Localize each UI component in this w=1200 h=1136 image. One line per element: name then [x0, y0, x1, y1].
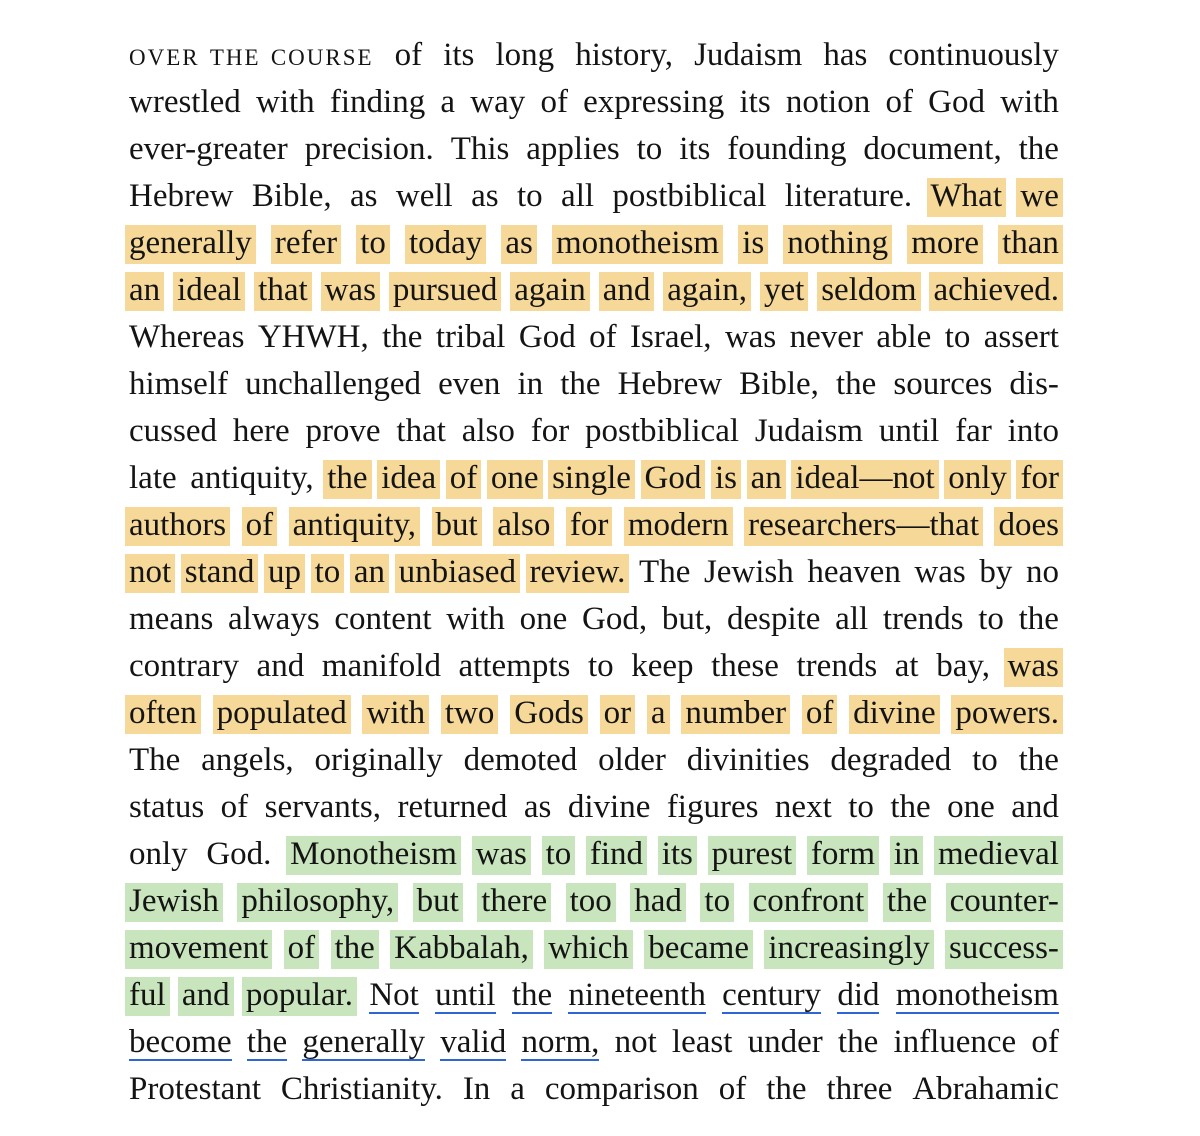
word: Christianity.	[280, 1071, 443, 1107]
word: trends	[882, 601, 964, 637]
word: the	[335, 925, 375, 972]
word: as	[349, 178, 378, 214]
text-line	[129, 784, 1059, 831]
word: Whereas	[129, 319, 245, 355]
word: to	[516, 178, 543, 214]
word: of	[806, 690, 834, 737]
word: its	[679, 131, 711, 167]
word: with	[256, 84, 315, 120]
word: nineteenth	[568, 977, 706, 1013]
word: of	[589, 319, 617, 355]
word: these	[711, 648, 779, 684]
word: history,	[575, 37, 674, 73]
word: expressing	[583, 84, 725, 120]
word: despite	[726, 601, 821, 637]
word: norm,	[521, 1024, 600, 1060]
word: founding	[727, 131, 847, 167]
word: became	[648, 925, 749, 972]
word: divinities	[686, 742, 810, 778]
word: three	[826, 1071, 893, 1107]
word: The	[129, 742, 181, 778]
word: the	[511, 977, 553, 1013]
word: there	[481, 878, 547, 925]
word: postbiblical	[612, 178, 767, 214]
word: also	[497, 502, 550, 549]
word: modern	[628, 502, 729, 549]
word: to	[360, 220, 386, 267]
word: of	[246, 502, 274, 549]
word: the	[382, 319, 423, 355]
word: and	[256, 648, 305, 684]
word: least	[671, 1024, 733, 1060]
word: to	[848, 789, 874, 825]
word: more	[911, 220, 979, 267]
word: manifold	[321, 648, 441, 684]
word: notion	[785, 84, 871, 120]
word: the	[835, 366, 877, 402]
word: the	[327, 455, 367, 502]
word: up	[268, 549, 301, 596]
word: The	[639, 554, 691, 590]
word: as	[523, 789, 552, 825]
word: of	[885, 84, 913, 120]
word: as	[505, 220, 533, 267]
word: comparison	[544, 1071, 699, 1107]
word: way	[470, 84, 526, 120]
word: older	[598, 742, 666, 778]
word: God.	[206, 836, 272, 872]
word: with	[366, 690, 425, 737]
word: of	[1031, 1024, 1059, 1060]
word: This	[450, 131, 510, 167]
word: to	[315, 549, 341, 596]
word: content	[334, 601, 432, 637]
word: and	[1011, 789, 1059, 825]
word: success-	[949, 925, 1059, 972]
text-line	[129, 643, 1059, 690]
word: servants,	[264, 789, 381, 825]
text-line	[129, 549, 1059, 596]
word: assert	[983, 319, 1059, 355]
word: God,	[582, 601, 648, 637]
book-page	[129, 32, 1059, 1113]
word: ever-greater	[129, 131, 288, 167]
word: often	[129, 690, 197, 737]
word: review.	[530, 549, 626, 596]
text-line	[129, 173, 1059, 220]
word: the	[890, 789, 931, 825]
word: popular.	[246, 972, 353, 1019]
word: of	[394, 37, 423, 73]
word: idea	[381, 455, 436, 502]
word: Jewish	[703, 554, 794, 590]
word: of	[450, 455, 478, 502]
word: has	[823, 37, 868, 73]
text-line	[129, 267, 1059, 314]
word: and	[182, 972, 230, 1019]
text-line	[129, 925, 1059, 972]
word: by	[979, 554, 1013, 590]
word: with	[1000, 84, 1059, 120]
word: antiquity,	[190, 460, 314, 496]
word: until	[435, 977, 496, 1013]
word: postbiblical	[585, 413, 740, 449]
word: Abrahamic	[912, 1071, 1059, 1107]
word: but,	[661, 601, 713, 637]
word: an	[354, 549, 385, 596]
word: of	[540, 84, 568, 120]
word: monotheism	[556, 220, 719, 267]
text-line	[129, 455, 1059, 502]
word: for	[530, 413, 570, 449]
word: monotheism	[895, 977, 1059, 1013]
text-line	[129, 596, 1059, 643]
word: that	[396, 413, 446, 449]
word: well	[395, 178, 453, 214]
word: an	[751, 455, 782, 502]
word: we	[1020, 173, 1058, 220]
word: only	[129, 836, 188, 872]
word: all	[835, 601, 869, 637]
word: angels,	[201, 742, 294, 778]
word: yet	[764, 267, 804, 314]
word: a	[651, 690, 666, 737]
word: trends	[796, 648, 878, 684]
word: or	[604, 690, 632, 737]
word: precision.	[304, 131, 434, 167]
word: Monotheism	[290, 831, 457, 878]
word: today	[409, 220, 482, 267]
word: again,	[667, 267, 747, 314]
word: nothing	[787, 220, 888, 267]
word: to	[972, 742, 998, 778]
text-line	[129, 831, 1059, 878]
word: with	[446, 601, 505, 637]
word: himself	[129, 366, 228, 402]
word: than	[1002, 220, 1059, 267]
word: two	[445, 690, 495, 737]
word: dis-	[1009, 366, 1059, 402]
word: Hebrew	[129, 178, 234, 214]
word: that	[258, 267, 307, 314]
word: wrestled	[129, 84, 241, 120]
body-text	[129, 32, 1059, 1113]
word: unbiased	[399, 549, 516, 596]
text-line	[129, 126, 1059, 173]
word: document,	[863, 131, 1002, 167]
word: YHWH,	[257, 319, 369, 355]
word: Judaism	[694, 37, 803, 73]
word: too	[570, 878, 612, 925]
word: to	[587, 648, 614, 684]
word: does	[998, 502, 1059, 549]
word: at	[894, 648, 919, 684]
text-line	[129, 314, 1059, 361]
word: was	[325, 267, 376, 314]
word: the	[766, 1071, 807, 1107]
word: finding	[329, 84, 426, 120]
word: of	[220, 789, 249, 825]
word: medieval	[938, 831, 1059, 878]
word: which	[548, 925, 629, 972]
word: here	[232, 413, 290, 449]
word: the	[837, 1024, 879, 1060]
word: over the course	[129, 37, 374, 73]
word: figures	[666, 789, 759, 825]
word: applies	[526, 131, 620, 167]
word: populated	[217, 690, 347, 737]
word: become	[129, 1024, 232, 1060]
word: to	[944, 319, 971, 355]
text-line	[129, 690, 1059, 737]
word: into	[1007, 413, 1059, 449]
word: authors	[129, 502, 226, 549]
word: until	[878, 413, 940, 449]
word: Gods	[514, 690, 584, 737]
word: God	[928, 84, 985, 120]
text-line	[129, 502, 1059, 549]
word: of	[288, 925, 316, 972]
word: century	[722, 977, 822, 1013]
word: form	[811, 831, 875, 878]
word: was	[1008, 643, 1059, 690]
word: and	[603, 267, 651, 314]
word: single	[552, 455, 631, 502]
word: also	[461, 413, 515, 449]
word: one	[947, 789, 995, 825]
word: a	[510, 1071, 525, 1107]
word: Kabbalah,	[394, 925, 529, 972]
word: the	[887, 878, 927, 925]
word: generally	[129, 220, 252, 267]
word: increasingly	[768, 925, 929, 972]
text-line	[129, 1066, 1059, 1113]
word: not	[129, 549, 171, 596]
word: purest	[712, 831, 793, 878]
word: is	[742, 220, 764, 267]
word: philosophy,	[241, 878, 394, 925]
text-line	[129, 220, 1059, 267]
word: the	[1018, 742, 1059, 778]
word: confront	[753, 878, 865, 925]
word: the	[560, 366, 601, 402]
word: Jewish	[129, 878, 219, 925]
text-line	[129, 32, 1059, 79]
word: means	[129, 601, 214, 637]
word: never	[789, 319, 863, 355]
word: in	[894, 831, 920, 878]
word: the	[1018, 131, 1059, 167]
word: but	[436, 502, 478, 549]
word: even	[438, 366, 501, 402]
word: next	[774, 789, 832, 825]
word: is	[715, 455, 737, 502]
word: influence	[893, 1024, 1017, 1060]
word: unchallenged	[245, 366, 421, 402]
word: divine	[853, 690, 935, 737]
word: the	[246, 1024, 288, 1060]
word: Not	[369, 977, 419, 1013]
word: the	[1018, 601, 1059, 637]
word: one	[519, 601, 568, 637]
word: its	[443, 37, 475, 73]
word: no	[1025, 554, 1059, 590]
word: tribal	[435, 319, 506, 355]
word: movement	[129, 925, 268, 972]
word: God	[518, 319, 576, 355]
word: generally	[302, 1024, 426, 1060]
word: Bible,	[251, 178, 332, 214]
word: late	[129, 460, 177, 496]
word: demoted	[463, 742, 578, 778]
word: powers.	[955, 690, 1059, 737]
word: its	[662, 831, 693, 878]
text-line	[129, 408, 1059, 455]
word: far	[955, 413, 992, 449]
word: but	[417, 878, 459, 925]
word: prove	[305, 413, 381, 449]
word: degraded	[830, 742, 952, 778]
word: heaven	[807, 554, 901, 590]
word: one	[491, 455, 539, 502]
word: did	[837, 977, 880, 1013]
word: Israel,	[630, 319, 712, 355]
word: only	[948, 455, 1007, 502]
word: was	[476, 831, 527, 878]
word: to	[636, 131, 663, 167]
word: pursued	[393, 267, 497, 314]
word: cussed	[129, 413, 217, 449]
word: to	[546, 831, 572, 878]
text-line	[129, 878, 1059, 925]
word: seldom	[821, 267, 916, 314]
word: in	[517, 366, 544, 402]
word: not	[614, 1024, 657, 1060]
word: able	[876, 319, 932, 355]
word: valid	[440, 1024, 507, 1060]
word: of	[718, 1071, 747, 1107]
word: ful	[129, 972, 166, 1019]
word: always	[228, 601, 320, 637]
word: God	[645, 455, 702, 502]
word: status	[129, 789, 205, 825]
word: had	[634, 878, 682, 925]
word: its	[739, 84, 771, 120]
word: to	[978, 601, 1004, 637]
word: all	[561, 178, 595, 214]
text-line	[129, 972, 1059, 1019]
word: researchers—that	[748, 502, 979, 549]
word: antiquity,	[293, 502, 416, 549]
text-line	[129, 737, 1059, 784]
word: Judaism	[754, 413, 864, 449]
word: divine	[567, 789, 651, 825]
word: again	[514, 267, 585, 314]
text-line	[129, 361, 1059, 408]
word: continuously	[888, 37, 1059, 73]
word: under	[747, 1024, 823, 1060]
word: for	[1020, 455, 1058, 502]
word: ideal—not	[795, 455, 934, 502]
word: sources	[893, 366, 993, 402]
word: keep	[631, 648, 694, 684]
word: long	[495, 37, 555, 73]
word: stand	[185, 549, 255, 596]
word: a	[440, 84, 456, 120]
word: was	[914, 554, 966, 590]
word: as	[471, 178, 499, 214]
word: ideal	[177, 267, 241, 314]
word: refer	[275, 220, 337, 267]
word: an	[129, 267, 160, 314]
word: was	[724, 319, 777, 355]
word: originally	[314, 742, 443, 778]
word: returned	[397, 789, 508, 825]
word: literature.	[784, 178, 913, 214]
word: for	[570, 502, 608, 549]
word: achieved.	[933, 267, 1059, 314]
word: contrary	[129, 648, 239, 684]
word: counter-	[950, 878, 1059, 925]
word: Hebrew	[617, 366, 723, 402]
word: attempts	[458, 648, 571, 684]
word: Protestant	[129, 1071, 261, 1107]
word: In	[462, 1071, 491, 1107]
word: What	[931, 173, 1002, 220]
text-line	[129, 79, 1059, 126]
word: Bible,	[739, 366, 819, 402]
word: to	[704, 878, 730, 925]
word: number	[685, 690, 786, 737]
word: find	[590, 831, 643, 878]
word: bay,	[936, 648, 990, 684]
text-line	[129, 1019, 1059, 1066]
